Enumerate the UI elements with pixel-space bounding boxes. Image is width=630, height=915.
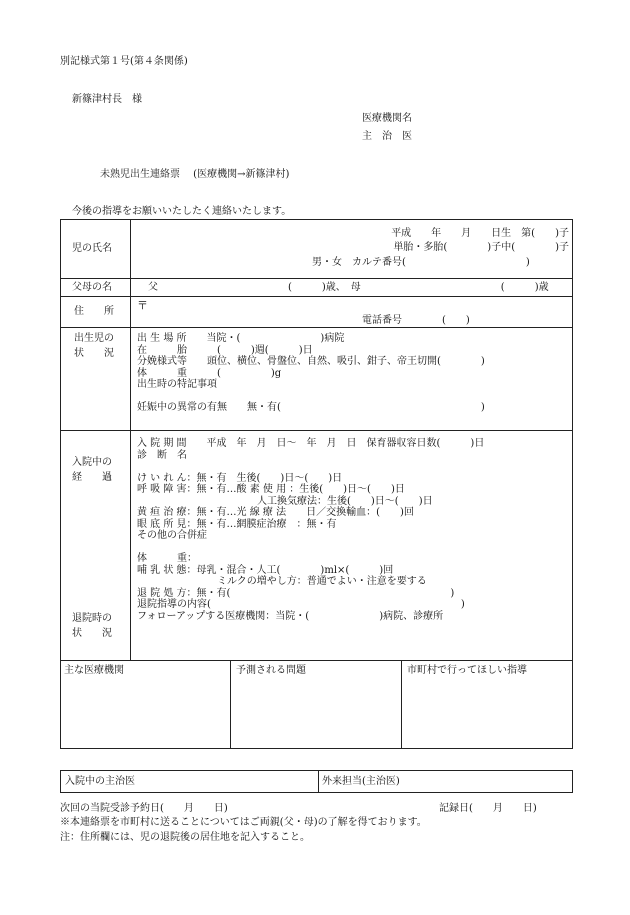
- form-number: 別記様式第１号(第４条関係): [60, 56, 188, 67]
- discharge-weight: 体 重：: [137, 553, 197, 564]
- consent-note: ※本連絡票を市町村に送ることについてはご両親(父・母)の了解を得ております。: [60, 817, 427, 828]
- doctors-table: [60, 770, 573, 793]
- fundus-findings: 眼 底 所 見：無・有…網膜症治療 ：無・有: [137, 518, 337, 530]
- parents-fields: 父 ( )歳、 母 ( )歳: [148, 282, 549, 293]
- birth-label-1: 出生児の: [74, 333, 114, 344]
- phone-field: 電話番号 ( ): [362, 315, 470, 326]
- respiratory-disorder: 呼 吸 障 害：無・有…酸 素 使 用 ：生後( )日〜( )日: [137, 484, 405, 495]
- hospital-details: [137, 437, 484, 621]
- inpatient-doctor-label: 入院中の主治医: [65, 776, 135, 787]
- discharge-label-1: 退院時の: [72, 613, 112, 624]
- milk-increase: ミルクの増やし方：普通でよい・注意を要する: [137, 576, 427, 587]
- parents-label: 父母の名: [72, 282, 112, 293]
- hospital-label-1: 入院中の: [72, 457, 112, 468]
- doctor-label: 主 治 医: [362, 131, 412, 142]
- jaundice-treatment: 黄 疸 治 療：無・有…光 線 療 法 日／交換輸血：( )回: [137, 507, 414, 518]
- form-title: 未熟児出生連絡票 (医療機関→新篠津村): [100, 169, 290, 180]
- birth-details: [137, 332, 485, 413]
- address-label: 住 所: [74, 306, 114, 317]
- diagnosis: 診 断 名: [137, 449, 187, 461]
- hospital-label-2: 経 過: [72, 472, 112, 483]
- main-institution-label: 主な医療機関: [64, 665, 124, 676]
- expected-problems-label: 予測される問題: [236, 665, 306, 676]
- child-birth-order: 単胎・多胎( )子中( )子: [393, 242, 569, 253]
- birth-notes: 出生時の特記事項: [137, 379, 217, 390]
- addressee: 新篠津村長 様: [72, 94, 142, 105]
- institution-label: 医療機関名: [362, 113, 412, 124]
- complications: その他の合併症: [137, 530, 207, 541]
- ventilation: 人工換気療法：生後( )日〜( )日: [137, 495, 433, 507]
- followup-institution: フォローアップする医療機関：当院・( )病院、診療所: [137, 610, 444, 622]
- next-visit-date: 次回の当院受診予約日( 月 日): [60, 803, 228, 814]
- feeding-status: 哺 乳 状 態：母乳・混合・人工( )ml×( )回: [137, 564, 394, 576]
- outpatient-doctor-label: 外来担当(主治医): [322, 776, 400, 787]
- request-text: 今後の指導をお願いいたしたく連絡いたします。: [72, 206, 292, 217]
- admission-period: 入 院 期 間 平成 年 月 日〜 年 月 日 保育器収容日数( )日: [137, 438, 485, 449]
- discharge-label-2: 状 況: [72, 628, 112, 639]
- record-date: 記録日( 月 日): [439, 803, 537, 814]
- child-name-label: 児の氏名: [72, 243, 112, 254]
- convulsions: け い れ ん：無・有 生後( )日〜( )日: [137, 472, 343, 484]
- discharge-prescription: 退 院 処 方：無・有( ): [137, 587, 455, 599]
- birth-weight: 体 重 ( )g: [137, 367, 282, 379]
- label-divider: [130, 219, 131, 660]
- postal-mark: 〒: [137, 299, 148, 312]
- discharge-guidance: 退院指導の内容( ): [137, 599, 465, 610]
- gestation: 在 胎 ( )週( )日: [137, 344, 313, 356]
- child-birth-date: 平成 年 月 日生 第( )子: [391, 228, 569, 239]
- address-note: 注：住所欄には、児の退院後の居住地を記入すること。: [60, 832, 310, 843]
- birth-place: 出 生 場 所 当院・( )病院: [137, 333, 345, 344]
- pregnancy-abnormality: 妊娠中の異常の有無 無・有( ): [137, 402, 485, 413]
- birth-label-2: 状 況: [74, 348, 114, 359]
- municipality-guidance-label: 市町村で行ってほしい指導: [407, 665, 527, 676]
- delivery-type: 分娩様式等 頭位、横位、骨盤位、自然、吸引、鉗子、帝王切開( ): [137, 356, 485, 367]
- child-sex-chart: 男・女 カルテ番号( ): [312, 257, 530, 268]
